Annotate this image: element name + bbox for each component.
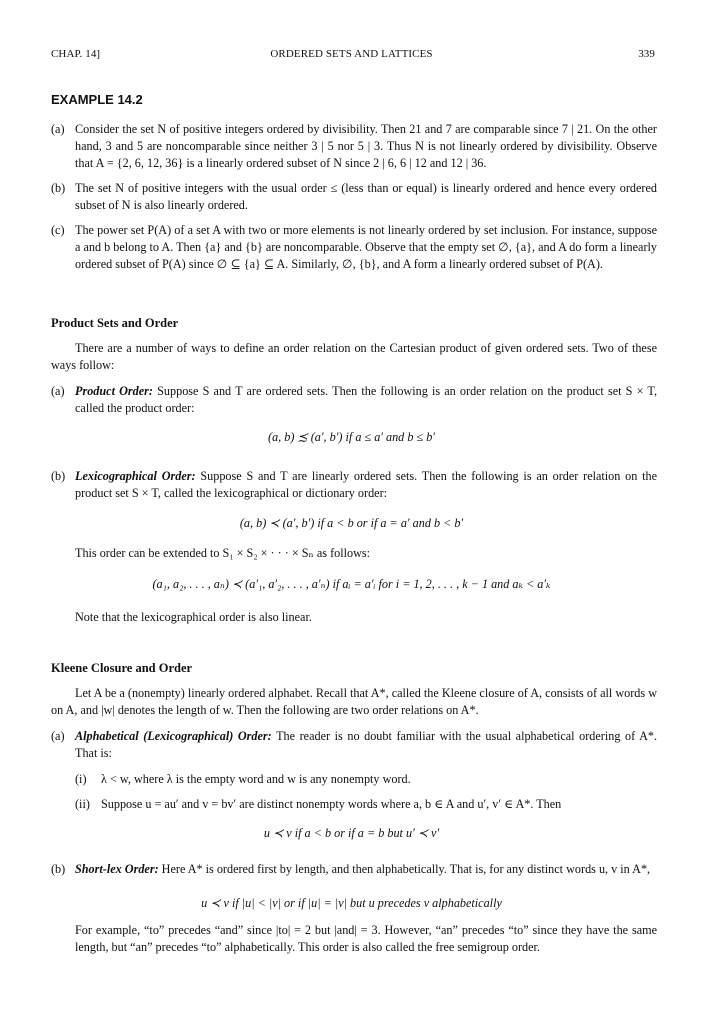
rule-ii-label: (ii) bbox=[75, 797, 90, 811]
short-lex-order-item bbox=[51, 861, 657, 878]
chapter-label: CHAP. 14] bbox=[51, 48, 101, 60]
item-label: (a) bbox=[51, 122, 65, 136]
item-text: Consider the set N of positive integers ordered by divisibility. Then 21 and 7 are comparable since 7 | 21. On the other hand, 3 and 5 are noncomparable since neither 3 | 5 nor 5 | 3. Thus N is not linearly ordered by divisibility. Observe that A = {2, 6, 12, 36} is a linearly ordered subset of N since 2 | 6, 6 | 12 and 12 | 36. bbox=[75, 122, 657, 170]
example-item-a bbox=[51, 121, 657, 172]
kleene-intro: Let A be a (nonempty) linearly ordered alphabet. Recall that A*, called the Kleene closure of A, consists of all words w on A, and |w| denotes the length of w. Then the following are two order relations on A*. bbox=[51, 686, 657, 717]
product-intro: There are a number of ways to define an order relation on the Cartesian product of given ordered sets. Two of these ways follow: bbox=[51, 341, 657, 372]
section-heading-product: Product Sets and Order bbox=[51, 316, 179, 330]
rule-i-text: λ < w, where λ is the empty word and w is any nonempty word. bbox=[101, 772, 411, 786]
short-lex-order-text: Here A* is ordered first by length, and then alphabetically. That is, for any distinct words u, v in A*, bbox=[161, 862, 651, 876]
product-order-item bbox=[51, 383, 657, 417]
product-order-formula: (a, b) ≾ (a′, b′) if a ≤ a′ and b ≤ b′ bbox=[268, 430, 435, 444]
short-lex-order-title: Short-lex Order: bbox=[75, 862, 159, 876]
extension-formula: (a₁, a₂, . . . , aₙ) ≺ (a′₁, a′₂, . . . , a′ₙ) if aᵢ = a′ᵢ for i = 1, 2, . . . , k − 1 and aₖ < a′ₖ bbox=[152, 577, 551, 591]
example-item-b bbox=[51, 180, 657, 214]
item-text: The power set P(A) of a set A with two or more elements is not linearly ordered by set inclusion. For instance, suppose a and b belong to A. Then {a} and {b} are noncomparable. Observe that the empty set ∅, {a}, and A do form a linearly ordered subset of P(A) since ∅ ⊆ {a} ⊆ A. Similarly, ∅, {b}, and A form a linearly ordered subset of P(A). bbox=[75, 223, 657, 271]
extension-text: This order can be extended to S₁ × S₂ × · · · × Sₙ as follows: bbox=[75, 546, 371, 560]
item-label: (b) bbox=[51, 862, 66, 876]
running-title: ORDERED SETS AND LATTICES bbox=[270, 48, 433, 60]
lexicographic-note: Note that the lexicographical order is also linear. bbox=[75, 610, 312, 624]
alphabetical-formula: u ≺ v if a < b or if a = b but u′ ≺ v′ bbox=[263, 826, 440, 840]
rule-ii-text: Suppose u = au′ and v = bv′ are distinct nonempty words where a, b ∈ A and u′, v′ ∈ A*. Then bbox=[101, 797, 562, 811]
product-order-text: Suppose S and T are ordered sets. Then the following is an order relation on the product set S × T, called the product order: bbox=[75, 384, 658, 415]
item-label: (b) bbox=[51, 181, 66, 195]
example-item-c bbox=[51, 222, 657, 273]
item-label: (a) bbox=[51, 384, 65, 398]
item-label: (a) bbox=[51, 729, 65, 743]
lexicographic-order-text: Suppose S and T are linearly ordered sets. Then the following is an order relation on the product set S × T, called the lexicographical or dictionary order: bbox=[75, 469, 658, 500]
section-heading-kleene: Kleene Closure and Order bbox=[51, 661, 193, 675]
item-label: (c) bbox=[51, 223, 65, 237]
lexicographic-order-item bbox=[51, 468, 657, 502]
product-order-title: Product Order: bbox=[75, 384, 153, 398]
lexicographic-order-title: Lexicographical Order: bbox=[75, 469, 196, 483]
alphabetical-order-item bbox=[51, 728, 657, 762]
item-text: The set N of positive integers with the usual order ≤ (less than or equal) is linearly ordered and hence every ordered subset of N is also linearly ordered. bbox=[75, 181, 657, 212]
short-lex-example: For example, “to” precedes “and” since |to| = 2 but |and| = 3. However, “an” precedes “to” since they have the same length, but “an” precedes “to” alphabetically. This order is also called the free semigroup order. bbox=[75, 923, 657, 954]
item-label: (b) bbox=[51, 469, 66, 483]
lexicographic-order-formula: (a, b) ≺ (a′, b′) if a < b or if a = a′ and b < b′ bbox=[239, 516, 464, 530]
alphabetical-order-title: Alphabetical (Lexicographical) Order: bbox=[75, 729, 272, 743]
page-number: 339 bbox=[638, 48, 655, 60]
rule-i-label: (i) bbox=[75, 772, 87, 786]
alphabetical-order-text: The reader is no doubt familiar with the usual alphabetical ordering of A*. That is: bbox=[75, 729, 658, 760]
short-lex-formula: u ≺ v if |u| < |v| or if |u| = |v| but u precedes v alphabetically bbox=[201, 896, 502, 910]
example-title: EXAMPLE 14.2 bbox=[51, 92, 143, 107]
